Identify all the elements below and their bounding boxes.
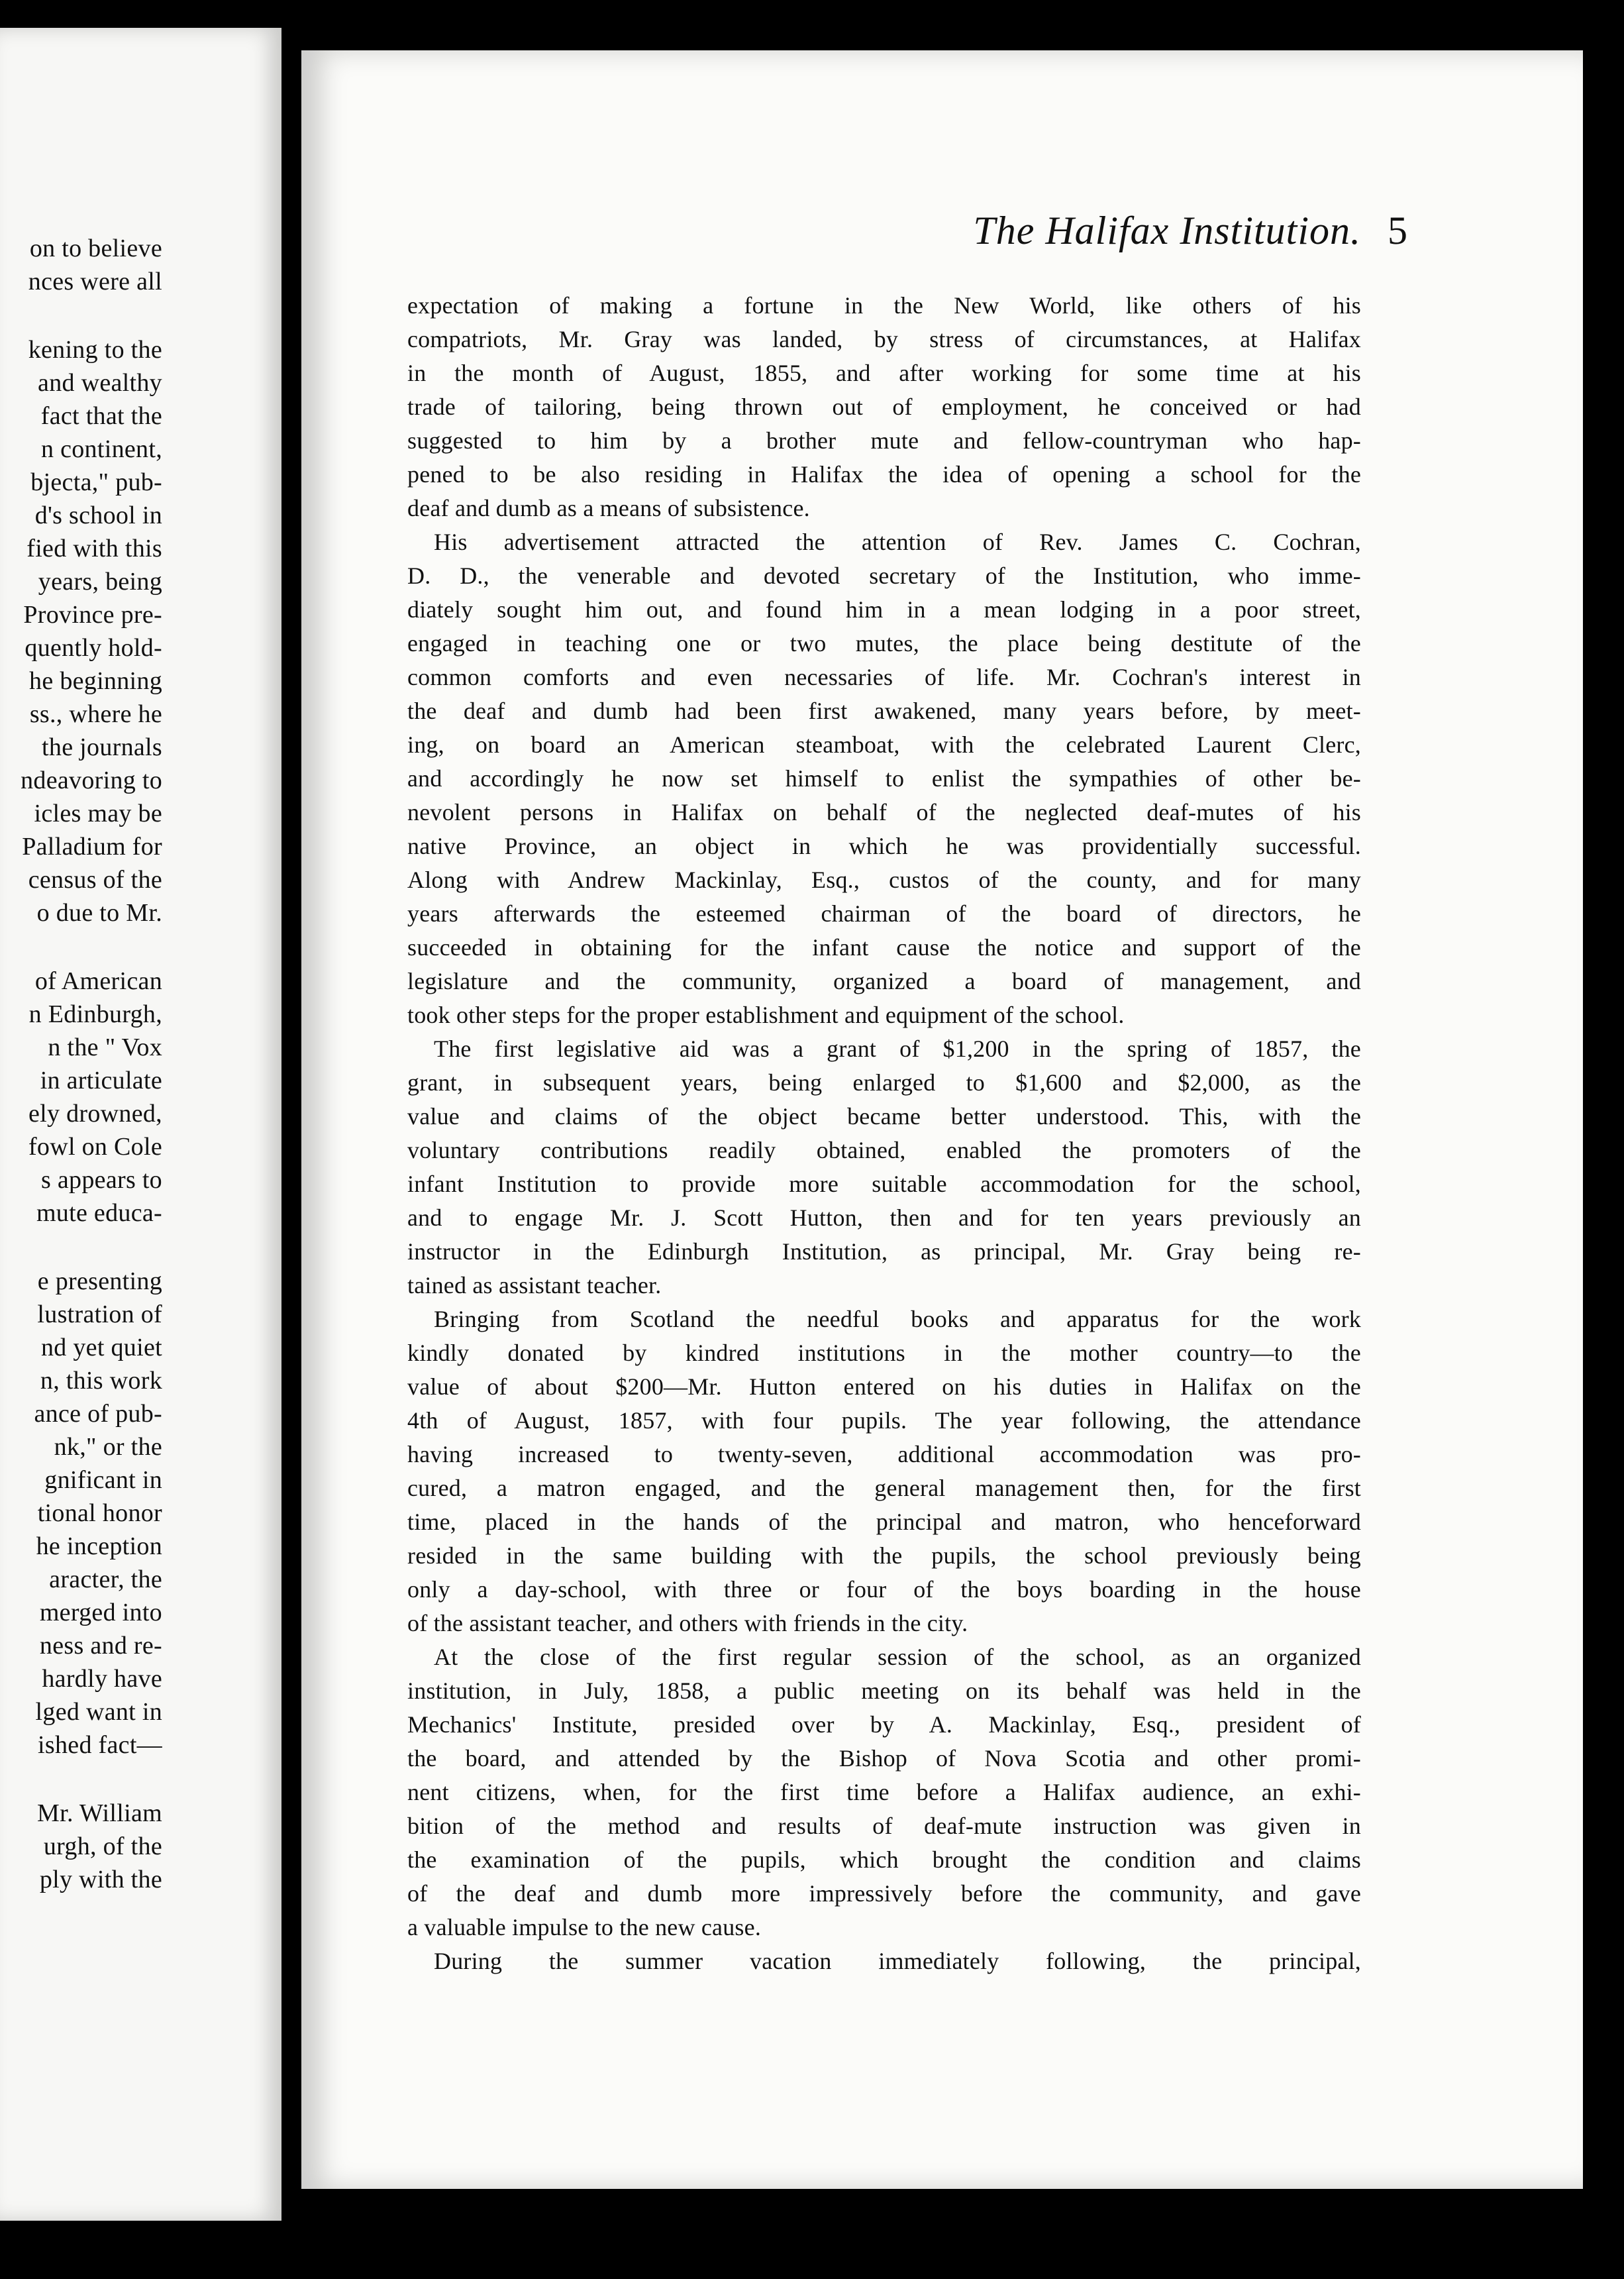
facing-page-line: o due to Mr.	[36, 899, 162, 927]
facing-page-line: Mr. William	[37, 1799, 162, 1827]
facing-page-line: n continent,	[40, 435, 162, 463]
facing-page-line: nd yet quiet	[40, 1334, 162, 1361]
text-line: 4th of August, 1857, with four pupils. The year following, the attendance	[407, 1407, 1361, 1434]
facing-page-line: nk," or the	[54, 1433, 162, 1461]
body-text	[407, 289, 1361, 1978]
text-line: native Province, an object in which he was providentially successful.	[407, 833, 1361, 859]
facing-page-line: ance of pub-	[34, 1400, 162, 1428]
text-line: At the close of the first regular session of the school, as an organized	[434, 1644, 1361, 1670]
facing-page-line: lustration of	[37, 1300, 162, 1328]
facing-page-line: fact that the	[40, 402, 162, 430]
text-line: trade of tailoring, being thrown out of employment, he conceived or had	[407, 394, 1361, 420]
text-line: The first legislative aid was a grant of $1,200 in the spring of 1857, the	[434, 1035, 1361, 1062]
facing-page-line: d's school in	[34, 502, 162, 529]
facing-page-line: quently hold-	[25, 634, 162, 662]
facing-page-line: the journals	[42, 733, 162, 761]
facing-page-line: ness and re-	[39, 1632, 162, 1660]
text-line: D. D., the venerable and devoted secretary of the Institution, who imme-	[407, 562, 1361, 589]
text-line: succeeded in obtaining for the infant cause the notice and support of the	[407, 934, 1361, 961]
text-line: suggested to him by a brother mute and fellow-countryman who hap-	[407, 427, 1361, 454]
text-line: and accordingly he now set himself to enlist the sympathies of other be-	[407, 765, 1361, 792]
text-line: voluntary contributions readily obtained, enabled the promoters of the	[407, 1137, 1361, 1163]
text-line: institution, in July, 1858, a public meeting on its behalf was held in the	[407, 1677, 1361, 1704]
facing-page-line: Province pre-	[23, 601, 162, 629]
facing-page-line: of American	[34, 967, 162, 995]
text-line: pened to be also residing in Halifax the idea of opening a school for the	[407, 461, 1361, 488]
facing-page-line: gnificant in	[44, 1466, 162, 1494]
text-line: kindly donated by kindred institutions in the mother country—to the	[407, 1340, 1361, 1366]
text-line: legislature and the community, organized a board of management, and	[407, 968, 1361, 994]
text-line: the board, and attended by the Bishop of Nova Scotia and other promi-	[407, 1745, 1361, 1772]
text-line: Along with Andrew Mackinlay, Esq., custos of the county, and for many	[407, 867, 1361, 893]
facing-page-line: ss., where he	[29, 700, 162, 728]
text-line: instructor in the Edinburgh Institution, as principal, Mr. Gray being re-	[407, 1238, 1361, 1265]
facing-page-line: years, being	[38, 568, 162, 596]
text-line: and to engage Mr. J. Scott Hutton, then and for ten years previously an	[407, 1204, 1361, 1231]
facing-page-line: urgh, of the	[43, 1832, 162, 1860]
facing-page-line: ished fact—	[38, 1731, 162, 1759]
facing-page-line: e presenting	[37, 1267, 162, 1295]
text-line: only a day-school, with three or four of the boys boarding in the house	[407, 1576, 1361, 1603]
facing-page-line: kening to the	[28, 336, 162, 364]
text-line: the deaf and dumb had been first awakened, many years before, by meet-	[407, 698, 1361, 724]
text-line: compatriots, Mr. Gray was landed, by stress of circumstances, at Halifax	[407, 326, 1361, 352]
text-line: ing, on board an American steamboat, with the celebrated Laurent Clerc,	[407, 731, 1361, 758]
facing-page-line: n the " Vox	[48, 1034, 162, 1061]
running-head: The Halifax Institution.	[973, 209, 1361, 252]
facing-page-line: mute educa-	[36, 1199, 162, 1227]
facing-page-line: lged want in	[35, 1698, 162, 1726]
book-gutter	[281, 0, 303, 2279]
facing-page-line: icles may be	[34, 800, 162, 827]
text-line: cured, a matron engaged, and the general management then, for the first	[407, 1475, 1361, 1501]
facing-page-line: aracter, the	[49, 1565, 162, 1593]
text-line: nevolent persons in Halifax on behalf of the neglected deaf-mutes of his	[407, 799, 1361, 825]
text-line: Bringing from Scotland the needful books and apparatus for the work	[434, 1306, 1361, 1332]
facing-page-line: ely drowned,	[28, 1100, 162, 1128]
facing-page-line: tional honor	[37, 1499, 162, 1527]
text-line: infant Institution to provide more suitable accommodation for the school,	[407, 1171, 1361, 1197]
facing-page-line: on to believe	[29, 235, 162, 262]
text-line: the examination of the pupils, which brought the condition and claims	[407, 1846, 1361, 1873]
text-line: Mechanics' Institute, presided over by A. Mackinlay, Esq., president of	[407, 1711, 1361, 1738]
page-number: 5	[1388, 209, 1407, 252]
facing-page-line: he beginning	[29, 667, 162, 695]
text-line: During the summer vacation immediately following, the principal,	[434, 1948, 1361, 1974]
text-line: deaf and dumb as a means of subsistence.	[407, 495, 810, 521]
text-line: His advertisement attracted the attention of Rev. James C. Cochran,	[434, 529, 1361, 555]
facing-page-line: and wealthy	[38, 369, 162, 397]
facing-page-line: hardly have	[42, 1665, 162, 1693]
text-line: nent citizens, when, for the first time before a Halifax audience, an exhi-	[407, 1779, 1361, 1805]
text-line: in the month of August, 1855, and after working for some time at his	[407, 360, 1361, 386]
text-line: having increased to twenty-seven, additional accommodation was pro-	[407, 1441, 1361, 1467]
text-line: value of about $200—Mr. Hutton entered on his duties in Halifax on the	[407, 1373, 1361, 1400]
facing-page-line: ndeavoring to	[21, 767, 162, 794]
facing-page-line: ply with the	[39, 1866, 162, 1893]
facing-page-line: he inception	[36, 1532, 162, 1560]
text-line: engaged in teaching one or two mutes, the place being destitute of the	[407, 630, 1361, 657]
facing-page-fragment	[0, 28, 281, 2221]
facing-page-line: merged into	[39, 1599, 162, 1626]
facing-page-line: n Edinburgh,	[28, 1000, 162, 1028]
facing-page-line: fied with this	[26, 535, 162, 562]
facing-page-line: bjecta," pub-	[30, 468, 162, 496]
text-line: of the deaf and dumb more impressively before the community, and gave	[407, 1880, 1361, 1907]
facing-page-line: census of the	[28, 866, 162, 894]
text-line: expectation of making a fortune in the New World, like others of his	[407, 292, 1361, 319]
text-line: bition of the method and results of deaf-mute instruction was given in	[407, 1813, 1361, 1839]
text-line: resided in the same building with the pupils, the school previously being	[407, 1542, 1361, 1569]
text-line: grant, in subsequent years, being enlarged to $1,600 and $2,000, as the	[407, 1069, 1361, 1096]
text-line: value and claims of the object became better understood. This, with the	[407, 1103, 1361, 1130]
text-line: diately sought him out, and found him in a mean lodging in a poor street,	[407, 596, 1361, 623]
text-line: tained as assistant teacher.	[407, 1272, 662, 1298]
facing-page-line: fowl on Cole	[28, 1133, 162, 1161]
text-line: took other steps for the proper establishment and equipment of the school.	[407, 1002, 1125, 1028]
facing-page-line: n, this work	[40, 1367, 162, 1395]
facing-page-line: Palladium for	[22, 833, 162, 861]
text-line: a valuable impulse to the new cause.	[407, 1914, 762, 1940]
facing-page-line: s appears to	[41, 1166, 162, 1194]
text-line: years afterwards the esteemed chairman of the board of directors, he	[407, 900, 1361, 927]
book-page	[301, 50, 1583, 2189]
facing-page-line: nces were all	[28, 268, 162, 295]
text-line: common comforts and even necessaries of life. Mr. Cochran's interest in	[407, 664, 1361, 690]
text-line: of the assistant teacher, and others with friends in the city.	[407, 1610, 968, 1636]
text-line: time, placed in the hands of the principal and matron, who henceforward	[407, 1509, 1361, 1535]
facing-page-line: in articulate	[40, 1067, 162, 1094]
